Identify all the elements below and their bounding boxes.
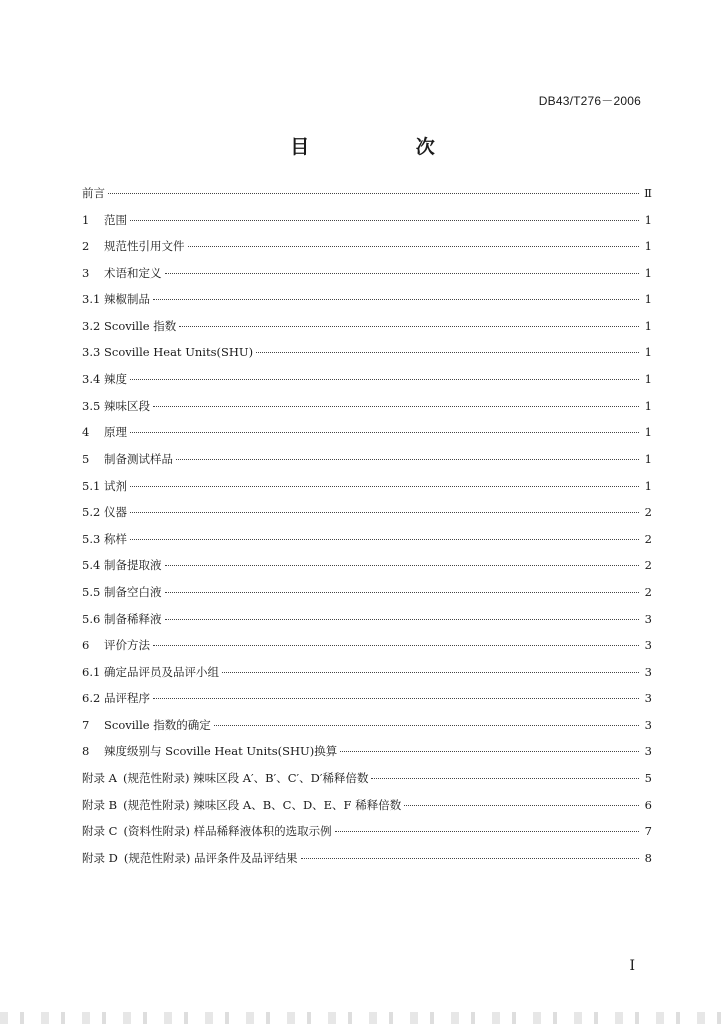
toc-entry-number: 5.5 <box>82 584 101 599</box>
toc-entry-label: 制备提取液 <box>104 558 162 573</box>
toc-entry-label: Scoville 指数 <box>104 318 177 333</box>
toc-entry[interactable] <box>82 531 652 558</box>
toc-entry-label: (规范性附录) 品评条件及品评结果 <box>123 850 298 865</box>
toc-entry-label: (规范性附录) 辣味区段 A、B、C、D、E、F 稀释倍数 <box>123 797 402 812</box>
toc-entry[interactable] <box>82 212 652 239</box>
document-number: DB43/T276－2006 <box>538 94 641 108</box>
toc-entry-page: 1 <box>644 372 652 387</box>
toc-entry-number: 5.6 <box>82 611 101 626</box>
toc-entry-page: 5 <box>644 771 652 786</box>
toc-entry[interactable] <box>82 797 652 824</box>
toc-leader-dots <box>176 459 639 460</box>
toc-leader-dots <box>153 299 639 300</box>
table-of-contents <box>82 185 652 876</box>
toc-entry-number: 附录 C <box>82 824 118 839</box>
toc-entry-page: 1 <box>644 398 652 413</box>
toc-entry[interactable] <box>82 823 652 850</box>
toc-leader-dots <box>371 778 639 779</box>
toc-entry[interactable] <box>82 717 652 744</box>
toc-entry-label: 前言 <box>82 186 105 200</box>
toc-entry-label: 原理 <box>104 425 127 440</box>
toc-entry-label: 确定品评员及品评小组 <box>104 664 219 679</box>
toc-entry[interactable] <box>82 611 652 638</box>
toc-leader-dots <box>404 805 639 806</box>
toc-entry-page: 1 <box>644 318 652 333</box>
toc-leader-dots <box>165 619 640 620</box>
toc-entry-number: 5 <box>82 451 90 466</box>
toc-leader-dots <box>188 246 640 247</box>
toc-entry-page: 1 <box>644 239 652 254</box>
toc-entry-page: 3 <box>644 691 652 706</box>
toc-entry-page: Ⅱ <box>644 186 652 200</box>
toc-entry-number: 8 <box>82 744 90 759</box>
toc-leader-dots <box>179 326 639 327</box>
toc-entry-page: 2 <box>644 531 652 546</box>
toc-leader-dots <box>153 406 639 407</box>
toc-entry[interactable] <box>82 424 652 451</box>
toc-entry[interactable] <box>82 345 652 372</box>
toc-entry-number: 附录 A <box>82 771 117 786</box>
toc-entry-number: 2 <box>82 239 90 254</box>
toc-leader-dots <box>340 751 639 752</box>
toc-entry-label: 品评程序 <box>104 691 150 706</box>
toc-entry-page: 2 <box>644 505 652 520</box>
toc-entry-page: 1 <box>644 478 652 493</box>
toc-entry-label: 辣椒制品 <box>104 292 150 307</box>
toc-entry[interactable] <box>82 451 652 478</box>
toc-entry-label: 术语和定义 <box>104 265 162 280</box>
toc-entry-label: 辣味区段 <box>104 398 150 413</box>
toc-entry-page: 2 <box>644 584 652 599</box>
toc-entry-page: 3 <box>644 611 652 626</box>
toc-entry[interactable] <box>82 291 652 318</box>
toc-entry-page: 8 <box>644 850 652 865</box>
toc-entry-label: 评价方法 <box>104 638 150 653</box>
toc-entry-page: 7 <box>644 824 652 839</box>
toc-entry[interactable] <box>82 185 652 212</box>
toc-entry-label: 辣度级别与 Scoville Heat Units(SHU)换算 <box>104 744 338 759</box>
toc-leader-dots <box>130 539 639 540</box>
toc-entry-number: 3.3 <box>82 344 101 359</box>
toc-leader-dots <box>256 352 639 353</box>
toc-entry[interactable] <box>82 398 652 425</box>
toc-leader-dots <box>130 220 639 221</box>
toc-entry-page: 1 <box>644 265 652 280</box>
toc-entry-number: 4 <box>82 425 90 440</box>
toc-entry-label: Scoville Heat Units(SHU) <box>104 344 254 359</box>
toc-entry-page: 1 <box>644 212 652 227</box>
toc-entry-page: 3 <box>644 717 652 732</box>
toc-leader-dots <box>165 565 640 566</box>
toc-leader-dots <box>222 672 639 673</box>
toc-entry-number: 6 <box>82 638 90 653</box>
toc-entry-label: 称样 <box>104 531 127 546</box>
toc-entry-page: 6 <box>644 797 652 812</box>
toc-leader-dots <box>214 725 639 726</box>
toc-entry-number: 3.2 <box>82 318 101 333</box>
toc-entry-label: 辣度 <box>104 372 127 387</box>
page-title: 目 次 <box>290 136 485 158</box>
toc-entry[interactable] <box>82 637 652 664</box>
toc-entry-label: 制备测试样品 <box>104 451 173 466</box>
toc-leader-dots <box>335 831 639 832</box>
page-number: I <box>629 958 635 974</box>
toc-entry-number: 6.2 <box>82 691 101 706</box>
toc-leader-dots <box>153 645 639 646</box>
toc-leader-dots <box>130 512 639 513</box>
toc-entry-number: 1 <box>82 212 90 227</box>
toc-leader-dots <box>108 193 639 194</box>
toc-entry-page: 3 <box>644 664 652 679</box>
toc-entry-label: 范围 <box>104 212 127 227</box>
toc-entry-label: 规范性引用文件 <box>104 239 185 254</box>
toc-entry-label: 仪器 <box>104 505 127 520</box>
toc-entry-label: (资料性附录) 样品稀释液体积的选取示例 <box>123 824 332 839</box>
toc-entry[interactable] <box>82 850 652 877</box>
toc-entry-label: Scoville 指数的确定 <box>104 717 211 732</box>
toc-entry-number: 6.1 <box>82 664 101 679</box>
toc-entry-number: 3.5 <box>82 398 101 413</box>
toc-entry[interactable] <box>82 690 652 717</box>
toc-entry[interactable] <box>82 770 652 797</box>
toc-entry[interactable] <box>82 238 652 265</box>
toc-entry-label: (规范性附录) 辣味区段 A′、B′、C′、D′稀释倍数 <box>122 771 369 786</box>
toc-entry-page: 3 <box>644 638 652 653</box>
toc-entry-number: 3 <box>82 265 90 280</box>
toc-entry[interactable] <box>82 265 652 292</box>
toc-entry-number: 附录 B <box>82 797 118 812</box>
toc-entry[interactable] <box>82 584 652 611</box>
toc-entry-page: 1 <box>644 425 652 440</box>
toc-entry-page: 1 <box>644 292 652 307</box>
toc-entry-page: 3 <box>644 744 652 759</box>
toc-leader-dots <box>130 432 639 433</box>
toc-entry-page: 1 <box>644 451 652 466</box>
scan-artifact <box>0 1012 725 1024</box>
toc-entry-number: 5.4 <box>82 558 101 573</box>
toc-entry-number: 7 <box>82 717 90 732</box>
toc-leader-dots <box>165 273 640 274</box>
toc-entry[interactable] <box>82 478 652 505</box>
toc-entry-label: 制备空白液 <box>104 584 162 599</box>
toc-leader-dots <box>130 486 639 487</box>
toc-leader-dots <box>165 592 640 593</box>
toc-entry[interactable] <box>82 318 652 345</box>
toc-leader-dots <box>130 379 639 380</box>
toc-entry[interactable] <box>82 664 652 691</box>
toc-entry[interactable] <box>82 557 652 584</box>
toc-entry-label: 试剂 <box>104 478 127 493</box>
toc-entry[interactable] <box>82 504 652 531</box>
toc-entry-page: 2 <box>644 558 652 573</box>
toc-leader-dots <box>153 698 639 699</box>
toc-entry[interactable] <box>82 371 652 398</box>
toc-entry-number: 5.1 <box>82 478 101 493</box>
toc-entry-page: 1 <box>644 344 652 359</box>
toc-entry-number: 5.2 <box>82 505 101 520</box>
toc-leader-dots <box>301 858 639 859</box>
toc-entry-number: 附录 D <box>82 850 118 865</box>
toc-entry[interactable] <box>82 743 652 770</box>
toc-entry-label: 制备稀释液 <box>104 611 162 626</box>
toc-entry-number: 3.1 <box>82 292 101 307</box>
toc-entry-number: 5.3 <box>82 531 101 546</box>
toc-entry-number: 3.4 <box>82 372 101 387</box>
